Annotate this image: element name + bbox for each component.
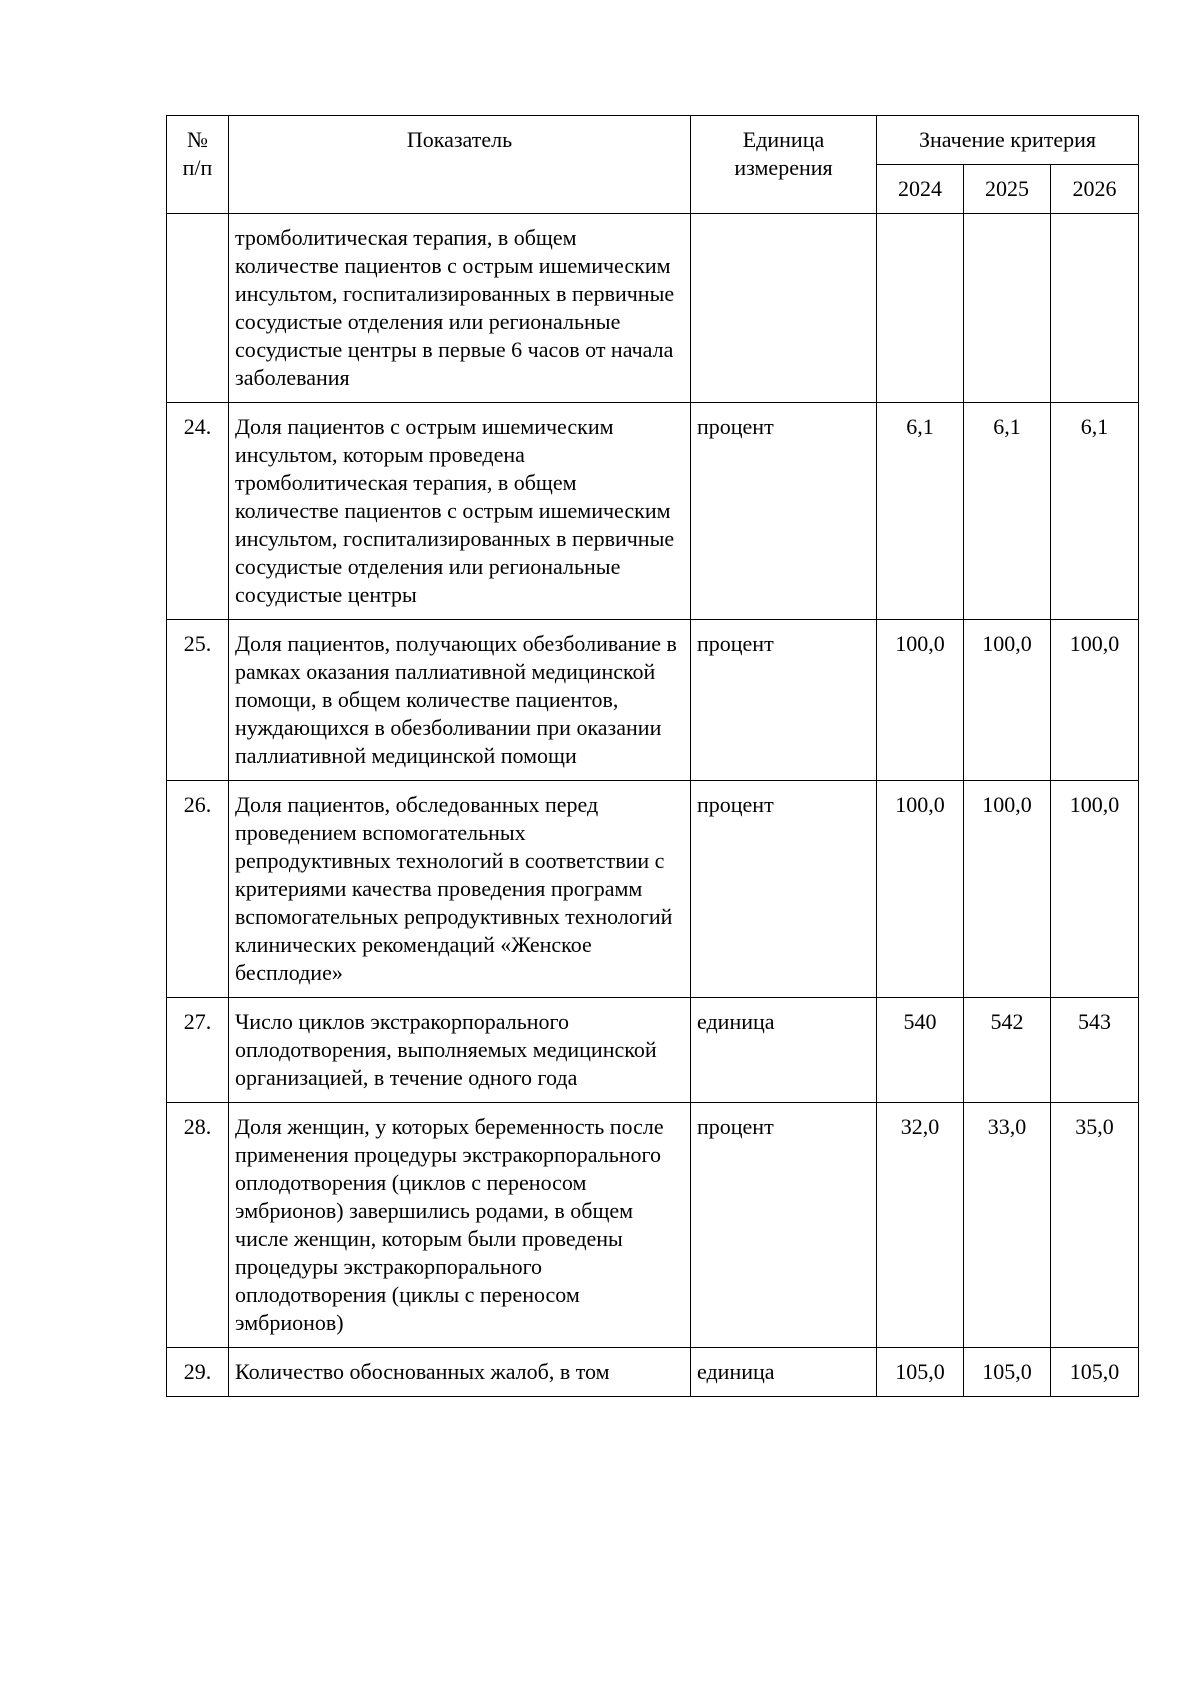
row-value-2026: 6,1 <box>1051 403 1139 620</box>
row-value-2024: 540 <box>877 998 964 1103</box>
criteria-table <box>166 115 1139 1397</box>
table-row <box>167 998 1139 1103</box>
row-value-2026 <box>1051 214 1139 403</box>
table-row <box>167 620 1139 781</box>
table-body <box>167 214 1139 1397</box>
row-value-2025: 100,0 <box>964 620 1051 781</box>
row-value-2025: 100,0 <box>964 781 1051 998</box>
row-value-2024 <box>877 214 964 403</box>
row-value-2026: 543 <box>1051 998 1139 1103</box>
table-row <box>167 781 1139 998</box>
row-num: 27. <box>167 998 229 1103</box>
row-value-2026: 35,0 <box>1051 1103 1139 1348</box>
row-value-2025: 542 <box>964 998 1051 1103</box>
table-row <box>167 1103 1139 1348</box>
row-unit: процент <box>691 620 877 781</box>
row-value-2026: 100,0 <box>1051 620 1139 781</box>
header-num <box>167 116 229 214</box>
row-value-2025 <box>964 214 1051 403</box>
row-unit: единица <box>691 998 877 1103</box>
table-row <box>167 1348 1139 1397</box>
header-indicator: Показатель <box>229 116 691 214</box>
row-indicator: Число циклов экстракорпорального оплодотворения, выполняемых медицинской организацией, в течение одного года <box>229 998 691 1103</box>
row-value-2024: 100,0 <box>877 620 964 781</box>
row-unit: единица <box>691 1348 877 1397</box>
header-num-text: № п/п <box>182 127 213 180</box>
row-value-2024: 32,0 <box>877 1103 964 1348</box>
row-num: 25. <box>167 620 229 781</box>
row-value-2026: 105,0 <box>1051 1348 1139 1397</box>
row-value-2025: 33,0 <box>964 1103 1051 1348</box>
row-indicator: Количество обоснованных жалоб, в том <box>229 1348 691 1397</box>
row-indicator: Доля пациентов, обследованных перед проведением вспомогательных репродуктивных технологий в соответствии с критериями качества проведения программ вспомогательных репродуктивных технологий клинических рекомендаций «Женское бесплодие» <box>229 781 691 998</box>
row-unit: процент <box>691 781 877 998</box>
header-unit-text: Единица измерения <box>734 127 833 180</box>
table-header <box>167 116 1139 214</box>
header-unit <box>691 116 877 214</box>
row-num: 29. <box>167 1348 229 1397</box>
row-num <box>167 214 229 403</box>
table-row <box>167 403 1139 620</box>
row-value-2024: 6,1 <box>877 403 964 620</box>
row-value-2025: 105,0 <box>964 1348 1051 1397</box>
header-year-2026: 2026 <box>1051 165 1139 214</box>
header-year-2024: 2024 <box>877 165 964 214</box>
row-num: 28. <box>167 1103 229 1348</box>
header-value-group: Значение критерия <box>877 116 1139 165</box>
row-value-2025: 6,1 <box>964 403 1051 620</box>
row-unit <box>691 214 877 403</box>
row-unit: процент <box>691 1103 877 1348</box>
row-indicator: тромболитическая терапия, в общем количестве пациентов с острым ишемическим инсультом, госпитализированных в первичные сосудистые отделения или региональные сосудистые центры в первые 6 часов от начала заболевания <box>229 214 691 403</box>
row-indicator: Доля пациентов, получающих обезболивание в рамках оказания паллиативной медицинской помощи, в общем количестве пациентов, нуждающихся в обезболивании при оказании паллиативной медицинской помощи <box>229 620 691 781</box>
row-unit: процент <box>691 403 877 620</box>
table-row <box>167 214 1139 403</box>
row-indicator: Доля женщин, у которых беременность после применения процедуры экстракорпорального оплодотворения (циклов с переносом эмбрионов) завершились родами, в общем числе женщин, которым были проведены процедуры экстракорпорального оплодотворения (циклы с переносом эмбрионов) <box>229 1103 691 1348</box>
row-num: 24. <box>167 403 229 620</box>
row-indicator: Доля пациентов с острым ишемическим инсультом, которым проведена тромболитическая терапия, в общем количестве пациентов с острым ишемическим инсультом, госпитализированных в первичные сосудистые отделения или региональные сосудистые центры <box>229 403 691 620</box>
row-value-2024: 105,0 <box>877 1348 964 1397</box>
row-num: 26. <box>167 781 229 998</box>
row-value-2026: 100,0 <box>1051 781 1139 998</box>
row-value-2024: 100,0 <box>877 781 964 998</box>
header-year-2025: 2025 <box>964 165 1051 214</box>
